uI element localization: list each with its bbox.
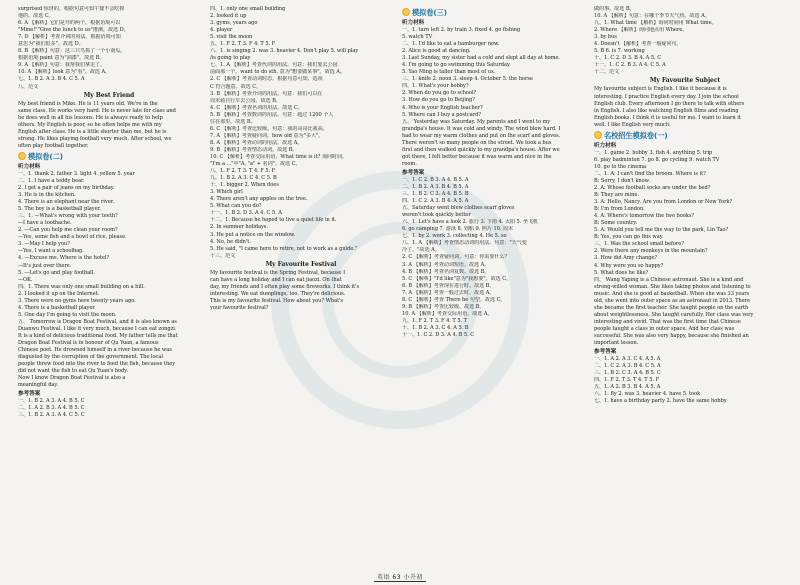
answer-line: strong. He likes playing football very much. After school, we [18, 135, 172, 142]
answer-line: —OK. [18, 276, 33, 283]
answer-line: 6. B 【解析】考查现在进行时。故选 B。 [402, 282, 495, 289]
answer-line: 7. A 【解析】考查一般过去时。故选 A。 [402, 289, 495, 296]
answer-line: 3. A 【解析】考查动词短语。故选 A。 [402, 261, 490, 268]
answer-line: people threw food into the river to feed the fish, because they [18, 361, 176, 368]
answer-line: 4. —Excuse me. Where is the hotel? [18, 255, 110, 262]
answer-line: 10. A 【解析】look 意为"看"。故选 A。 [18, 69, 111, 76]
answer-line: B: They are mine. [594, 192, 639, 199]
answer-line: 八、1. F 2. T 3. T 4. F 5. F [210, 168, 276, 175]
answer-line: 一、1. C 2. B 3. A 4. B 5. A [402, 176, 469, 183]
answer-line: 2. C 【解析】考查动词时态。根据句意可知，选项 [210, 76, 323, 83]
answer-line: 五、1. A 2. B 3. B 4. A 5. A [594, 384, 661, 391]
answer-line: 5. A: Would you tell me the way to the park, Lin Tao? [594, 227, 729, 234]
answer-line: well. I like English very much. [594, 121, 671, 128]
answer-line: 2. Alice is good at dancing. [402, 48, 471, 55]
answer-line: 2. Where 【解析】询问地点用 Where。 [594, 27, 688, 34]
answer-line: 4. I'm going to go swimming this Saturday. [402, 62, 511, 69]
answer-line: 9. A 【解析】句意：我帮我们拿走了。 [18, 62, 106, 69]
answer-line: same class. He works very hard. He is never late for class and [18, 107, 176, 114]
answer-line: 5. Where can I buy a postcard? [402, 111, 481, 118]
answer-line: interesting. We eat dumplings, too. They're delicious. [210, 290, 346, 297]
subsection-heading: 听力材料 [18, 163, 41, 170]
answer-line: 四、1. F 2. T 3. T 4. T 5. F [594, 377, 660, 384]
answer-line: 六、1. is singing 2. was 3. heavier 4. Don't play 5. will play [210, 48, 359, 55]
answer-line: C 符合题意。故选 C。 [210, 83, 262, 90]
answer-line: 十、1. C 2. D 3. B 4. A 5. C [594, 55, 662, 62]
answer-line: English after class. He is a little shorter than me, but he is [18, 128, 167, 135]
answer-line: 10. C 【解析】考查交际用语。What time is it? 询问时间。 [210, 153, 348, 160]
answer-line: B: Yes, you can go this way. [594, 234, 664, 241]
answer-line: 一、1. A 2. A 3. C 4. A 5. A [594, 356, 661, 363]
answer-line: 十、1. bigger 2. When does [210, 182, 279, 189]
answer-line: 一、1. thank 2. father 3. light 4. yellow 5. year [18, 170, 135, 177]
answer-line: 七、1. B 2. A 3. B 4. C 5. A [18, 76, 85, 83]
answer-line: surprised 惊讶的。根据句意可知午餐不会吃掉 [18, 6, 125, 12]
answer-line: Now I know Dragon Boat Festival is also a [18, 375, 126, 382]
answer-line: /is going to play [210, 55, 251, 62]
answer-line: 9. B 【解析】考查比较级。故选 B。 [402, 303, 485, 310]
subsection-heading: 参考答案 [18, 391, 41, 398]
answer-line: 五、1. F 2. T 3. F 4. T 5. F [210, 41, 276, 48]
answer-line: 4. Who is your English teacher? [402, 104, 483, 111]
answer-line: 三、1. B 2. C 3. A 4. B 5. C [594, 370, 661, 377]
sun-icon [594, 131, 602, 139]
answer-line: English books. I think it is useful for me. I want to learn it [594, 114, 741, 121]
subsection-heading: 听力材料 [402, 20, 425, 26]
answer-line: 4. B 【解析】考查名词复数。故选 B。 [402, 268, 490, 275]
answer-line: interesting. I practice English every day. I join the school [594, 93, 739, 100]
answer-line: she became the first teacher. She taught people on the earth [594, 304, 749, 311]
answer-line: got there, I felt better because it was warm and nice in the [402, 153, 552, 160]
answer-line: interesting and vivid. That was the first time that Chinese [594, 318, 741, 325]
answer-line: My favourite subject is English. I like it because it is [594, 86, 727, 93]
column-2 [210, 6, 392, 566]
answer-line: 2. I looked it up on the Internet. [18, 290, 100, 297]
answer-line: 二、1. I'd like to eat a hamburger now. [402, 41, 500, 48]
answer-line: day, my friends and I often play some fireworks. I think it's [210, 283, 360, 290]
answer-line: weren't took quickly better [402, 212, 471, 219]
answer-line: 5. visit the moon [210, 34, 253, 41]
answer-line: important lesson. [594, 340, 639, 347]
answer-line: 10. go to the cinema [594, 163, 647, 170]
page-number: 英语 63 小升初 [374, 574, 426, 582]
subsection-heading: 听力材料 [594, 142, 617, 149]
essay-title: My Favourite Festival [265, 260, 337, 268]
answer-line: 5. Yao Ming is taller than most of us. [402, 69, 496, 76]
answer-line: 2. Were there any monkeys in the mountain? [594, 248, 708, 255]
section-heading-text: 模拟卷(二) [28, 151, 64, 161]
answer-line: 一、1. turn left 2. by train 3. fixed 4. go fishing [402, 27, 521, 33]
column-4 [594, 6, 776, 566]
answer-line: 8. A 【解析】考查动词的用法。故选 A。 [210, 139, 303, 146]
answer-line: This is my favourite festival. How about you? What's [210, 297, 343, 304]
answer-line: 6. go camping 7. 游泳 8. 划船 9. 照片 10. 周末 [402, 226, 514, 233]
sun-icon [402, 8, 410, 16]
answer-line: 四、 Wang Yaping is a Chinese astronaut. She is a kind and [594, 276, 744, 283]
answer-line: 七、1. have a birthday party 2. have the same hobby [594, 398, 727, 405]
answer-line: "I'm a ..."中"A, "a" + 名词"。故选 C。 [210, 161, 301, 168]
section-heading-text: 模拟卷(三) [412, 8, 448, 17]
answer-line: 3. B 【解析】考查介词的用法。句意：我们可以在 [210, 90, 323, 97]
answer-line: 3. by bus [594, 34, 617, 41]
answer-line: 一、1. game 2. hobby 3. fish 4. anything 5. trip [594, 149, 713, 156]
answer-line: 做的事。故选 B。 [594, 6, 635, 12]
answer-line: 4. There aren't any apples on the tree. [210, 196, 308, 203]
answer-line: music. And she is good at basketball. When she was 33 years [594, 290, 750, 297]
answer-line: 3. Which girl [210, 189, 243, 196]
answer-line: 五、 Tomorrow is Dragon Boat Festival, and it is also known as [18, 318, 177, 325]
answer-line: 5. watch TV [402, 34, 433, 41]
answer-line: —It's just over there. [18, 262, 72, 269]
answer-line: 十一、1. C 2. B 3. A 4. C 5. A [594, 62, 666, 69]
answer-line: 3. gyms, years ago [210, 20, 258, 27]
answer-line: 2. A: Whose football socks are under the bed? [594, 184, 711, 191]
answer-line: 八、范文 [18, 83, 39, 90]
answer-line: 七、1. A 【解析】考查代词的用法。句意：我们要去公园 [210, 62, 338, 69]
answer-line: 4. There is an elephant near the river. [18, 199, 115, 206]
answer-line: There weren't so many people on the street. We took a bus [402, 139, 552, 146]
answer-line: 二、1. A: I can't find the broom. Where is it? [594, 170, 706, 177]
answer-line: It is a kind of delicious traditional food. My father tells me that [18, 332, 178, 339]
answer-line: 七、1. by 2. work 3. collecting 4. He 5. so [402, 233, 507, 240]
answer-line: B: I'm from London. [594, 206, 645, 213]
answer-line: Duanwu Festival. I like it very much, because I can eat zongzi. [18, 325, 177, 332]
answer-line: 3. He put a notice on the window. [210, 231, 296, 238]
answer-line: 十二、1. Because he hoped to live a quiet life in it. [210, 217, 337, 224]
answer-line: My best friend is Mike. He is 11 years old. We're in the [18, 100, 158, 107]
essay-title: My Best Friend [83, 91, 135, 99]
answer-line: 六、1. Let's have a look 2. 旅行 3. 下雨 4. 太阳 5. 坐飞机 [402, 219, 538, 226]
answer-line: 根据语境 paint 意为"油漆"。故选 B。 [18, 55, 105, 62]
answer-line: English club. Every afternoon I go there to talk with others [594, 100, 745, 107]
answer-line: 九、1. F 2. T 3. F 4. T 5. T [402, 317, 468, 324]
answer-line: 2. looked it up [210, 13, 247, 20]
column-1 [18, 6, 200, 566]
answer-line: —Yes, some fish and a bowl of rice, please. [18, 234, 127, 241]
answer-line: 3. Last Sunday, my sister had a cold and slept all day at home. [402, 55, 561, 62]
answer-line: 十一、1. B 2. D 3. A 4. C 5. A [210, 210, 282, 217]
answer-line: successful. She was also very happy, because she finished an [594, 332, 749, 339]
answer-line: 六、1. fly 2. was 3. heavier 4. have 5. took [594, 391, 701, 398]
answer-line: 四、1. C 2. A 3. B 4. A 5. A [402, 198, 469, 205]
section-heading [18, 152, 200, 162]
answer-line: did not want the fish to eat Qu Yuan's body. [18, 368, 129, 375]
answer-line: disgusted by the corruption of the government. The local [18, 354, 163, 361]
answer-line: 住在那里。故选 B。 [210, 118, 256, 125]
answer-line: —I have a toothache. [18, 220, 72, 227]
answer-line: 10. A 【解析】考查交际用语。故选 A。 [402, 310, 493, 317]
answer-line: 十三、范文 [210, 252, 236, 259]
answer-line: 四、1. What's your hobby? [402, 83, 469, 90]
answer-line: about weightlessness. She taught carefully. Her class was very [594, 311, 754, 318]
column-3 [402, 6, 584, 566]
answer-line: 4. player [210, 27, 233, 34]
answer-line: 八、1. A 【解析】考查情态动词的用法。句意："天气变 [402, 240, 527, 247]
answer-line: 九、1. What time 【解析】询问时间用 What time。 [594, 20, 717, 27]
sun-icon [18, 152, 26, 160]
answer-line: Chinese poet. He drowned himself in a river because he was [18, 347, 172, 354]
subsection-heading: 参考答案 [594, 349, 617, 356]
section-heading-text: 名校招生模拟卷(一) [604, 130, 668, 140]
answer-line: 2. In summer holidays. [210, 224, 268, 231]
answer-line: 4. There is a basketball player. [18, 304, 96, 311]
section-heading [594, 131, 776, 141]
answer-line: old, she went into outer space as an astronaut in 2013. There [594, 297, 751, 304]
answer-line: 三、1. —What's wrong with your teeth? [18, 213, 118, 220]
section-heading [402, 8, 584, 18]
answer-line: 三、1. B 2. A 3. A 4. C 5. C [18, 412, 85, 419]
answer-line: 10. A 【解析】句意：在哪个季节天气热。故选 A。 [594, 13, 710, 20]
answer-line: 前面那一个。want to do sth. 意为"想要做某事"。故选 A。 [210, 69, 345, 76]
answer-line: 5. The boy is a basketball player. [18, 206, 101, 213]
answer-line: 6. play badminton 7. go 8. go cycling 9. watch TV [594, 156, 720, 163]
answer-line: My favourite festival is the Spring Festival, because I [210, 269, 346, 276]
answer-line: 2. —Can you help me clean your room? [18, 227, 118, 234]
answer-line: 3. —May I help you? [18, 241, 70, 248]
answer-line: 2. When do you go to school? [402, 90, 477, 97]
answer-line: "Mine!""Give the lunch to us"推测。故选 D。 [18, 27, 129, 34]
answer-line: 3. There were no gyms here twenty years ago. [18, 297, 136, 304]
answer-line: 十一、1. C 2. D 3. A 4. B 5. C [402, 331, 475, 338]
answer-line: 三、1. B 2. C 3. A 4. B 5. B [402, 191, 469, 198]
answer-line: 5. B 【解析】考查数词的用法。句意：超过 1200 个人 [210, 111, 334, 118]
answer-line: 5. He said, "I came here to retire, not to work as a guide." [210, 245, 358, 252]
page-footer [0, 572, 800, 581]
essay-title: My Favourite Subject [649, 77, 721, 85]
answer-line: 二、1. I have a teddy bear. [18, 177, 85, 184]
answer-line: 2. C 【解析】考查疑问词。句意：你需要什么？ [402, 254, 510, 261]
answer-line: often play football together. [18, 142, 89, 149]
answer-line: 5. B 6. is 7. working [594, 48, 645, 55]
answer-line: 3. He is in the kitchen. [18, 192, 76, 199]
answer-line: 7. A 【解析】考查疑问词。how old 意为"多大"。 [210, 132, 324, 139]
answer-line: 二、1. C 2. A 3. B 4. C 5. A [594, 363, 661, 370]
answer-line: people taught a class in outer space. And her class was [594, 325, 735, 332]
answer-line: 五、 Yesterday was Saturday. My parents and I went to my [402, 118, 551, 125]
answer-line: 5. What does he like? [594, 269, 649, 276]
answer-line: 9. B 【解析】考查情态动词。故选 B。 [210, 146, 298, 153]
answer-line: 冷了。"故选 A。 [402, 247, 440, 254]
answer-line: Dragon Boat Festival is in honour of Qu Yuan, a famous [18, 340, 159, 347]
answer-line: 意思为"我们很多"。故选 D。 [18, 41, 84, 48]
answer-line: 8. B 【解析】句意：这三只鸟抓了一个小南瓜。 [18, 48, 126, 55]
answer-line: 二、1. A 2. B 3. A 4. B 5. C [18, 405, 85, 412]
answer-line: 2. I get a pair of jeans on my birthday. [18, 184, 115, 191]
answer-line: had to wear my warm clothes and put on the scarf and gloves. [402, 132, 561, 139]
answer-line: B: Sorry, I don't know. [594, 177, 650, 184]
answer-line: 5. What can you do? [210, 203, 262, 210]
answer-line: 6. A 【解析】它们是开的两个。根据语境可以 [18, 20, 121, 27]
answer-line: 3. A: Hello, Nancy. Are you from London or New York? [594, 199, 733, 206]
answer-line: can have a long holiday and I can eat jiaozi. On that [210, 276, 342, 283]
answer-line: room. [402, 160, 417, 167]
answer-line: 5. One day I'm going to visit the moon. [18, 311, 117, 318]
answer-line: —Yes, I want a schoolbag. [18, 248, 84, 255]
answer-line: 3. How did Amy change? [594, 255, 658, 262]
answer-line: 4. No, he didn't. [210, 238, 251, 245]
answer-line: your favourite festival? [210, 304, 269, 311]
answer-line: 3. How do you go to Beijing? [402, 97, 475, 104]
answer-line: 5. C 【解析】"I'd like"意为"我想要"。故选 C。 [402, 275, 512, 282]
answer-line: 三、1. knife 2. noon 3. sleep 4. October 5. the horse [402, 76, 533, 83]
answer-line: first and then walked quickly to my grandpa's house. After we [402, 146, 560, 153]
answer-line: he does well in all his lessons. He is always ready to help [18, 114, 163, 121]
answer-line: B: Some country. [594, 220, 638, 227]
answer-line: 十、1. B 2. A 3. C 4. A 5. B [402, 324, 469, 331]
answer-line: 4. Why were you so happy? [594, 262, 664, 269]
answer-line: 五、Saturday went blew clothes scarf gloves [402, 205, 515, 212]
answer-line: 6. C 【解析】考查比较级。句意：我的哥哥比我高。 [210, 125, 328, 132]
answer-line: meaningful day. [18, 382, 59, 389]
answer-line: 7. D 【解析】考查介词的用法。根据语境可知 [18, 34, 121, 41]
answer-line: 周末骑自行车去公园。故选 B。 [210, 97, 281, 104]
answer-line: 十二、范文 [594, 69, 620, 76]
answer-line: 九、1. B 2. A 3. C 4. C 5. B [210, 175, 277, 182]
answer-line: 三、1. Was the school small before? [594, 241, 684, 248]
answer-line: 5. —Let's go and play football. [18, 269, 95, 276]
answer-line: 二、1. B 2. A 3. B 4. B 5. A [402, 183, 469, 190]
answer-line: others. My English is poor, so he often helps me with my [18, 121, 162, 128]
answer-line: 四、1. only one small building [210, 6, 286, 12]
subsection-heading: 参考答案 [402, 169, 425, 176]
answer-line: 4. C 【解析】考查名词的用法。故选 C。 [210, 104, 303, 111]
answer-line: 4. Doesn't 【解析】考查一般疑问句。 [594, 41, 682, 48]
answer-line: 他的。故选 C。 [18, 13, 54, 20]
answer-line: 8. C 【解析】考查 There be 句型。故选 C。 [402, 296, 506, 303]
answer-line: 4. A: Where's tomorrow the two books? [594, 213, 695, 220]
answer-line: 四、1. There was only one small building on a hill. [18, 283, 145, 290]
answer-line: in English. I also like watching English films and reading [594, 107, 739, 114]
answer-line: grandpa's house. It was cold and windy. The wind blew hard. I [402, 125, 561, 132]
answer-line: 一、1. B 2. A 3. A 4. B 5. C [18, 398, 85, 405]
answer-line: strong-willed woman. She likes taking photos and listening to [594, 283, 751, 290]
